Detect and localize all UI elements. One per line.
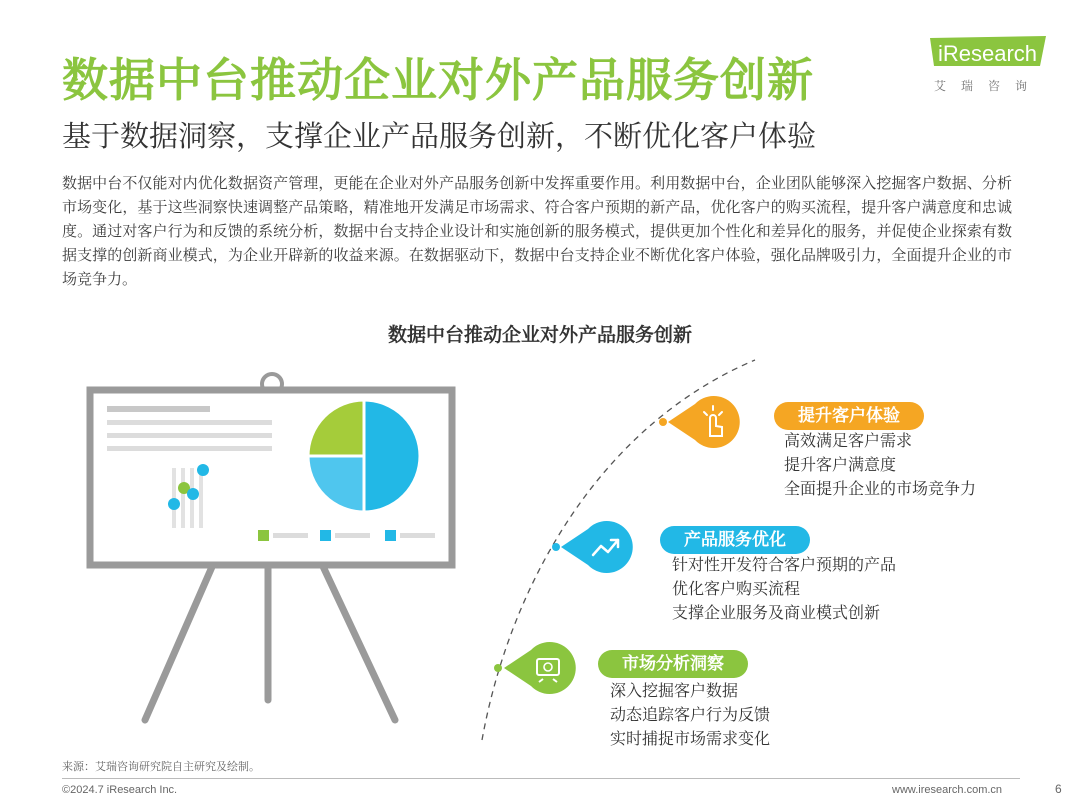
diagram-title: 数据中台推动企业对外产品服务创新 (387, 325, 692, 346)
stage-items-optimize (672, 554, 896, 626)
trend-up-icon (561, 521, 633, 573)
stage-dot-insight (494, 664, 502, 672)
stage-items-insight (610, 680, 770, 752)
copyright: ©2024.7 iResearch Inc. (62, 784, 178, 796)
list-item: 高效满足客户需求 (784, 433, 913, 450)
easel-leg-right (320, 560, 395, 720)
website-link[interactable]: www.iresearch.com.cn (892, 784, 1003, 796)
stage-label-insight: 市场分析洞察 (598, 650, 748, 678)
page-title: 数据中台推动企业对外产品服务创新 (62, 54, 814, 106)
list-item: 提升客户满意度 (784, 457, 897, 474)
easel-leg-left (145, 560, 215, 720)
stage-dot-optimize (552, 543, 560, 551)
list-item: 全面提升企业的市场竞争力 (784, 481, 977, 498)
list-item: 动态追踪客户行为反馈 (610, 707, 771, 724)
stage-label-experience: 提升客户体验 (774, 402, 924, 430)
easel-board-illustration (80, 370, 480, 725)
stage-items-experience (784, 430, 976, 502)
stage-label-optimize: 产品服务优化 (660, 526, 810, 554)
logo-chinese: 艾瑞咨询 (934, 79, 1043, 93)
list-item: 深入挖掘客户数据 (610, 683, 739, 700)
list-item: 支撑企业服务及商业模式创新 (672, 605, 881, 622)
stage-dot-experience (659, 418, 667, 426)
page-number: 6 (1055, 782, 1062, 796)
list-item: 针对性开发符合客户预期的产品 (672, 557, 897, 574)
page-subtitle: 基于数据洞察，支撑企业产品服务创新，不断优化客户体验 (62, 121, 817, 153)
source-note: 来源：艾瑞咨询研究院自主研究及绘制。 (62, 761, 260, 773)
intro-paragraph: 数据中台不仅能对内优化数据资产管理，更能在企业对外产品服务创新中发挥重要作用。利用数据中台，企业团队能够深入挖掘客户数据、分析市场变化，基于这些洞察快速调整产品策略，精准地开发满足市场需求、符合客户预期的新产品，优化客户的购买流程，提升客户满意度和忠诚度。通过对客户行为和反馈的系统分析，数据中台支持企业设计和实施创新的服务模式，提供更加个性化和差异化的服务，并促使企业探索有数据支撑的创新商业模式，为企业开辟新的收益来源。在数据驱动下，数据中台支持企业不断优化客户体验，强化品牌吸引力，全面提升企业的市场竞争力。 (62, 175, 1012, 288)
footer-divider (62, 778, 1020, 779)
monitor-chart-icon (504, 642, 576, 694)
logo-brand: iResearch (938, 41, 1038, 66)
pie-chart-icon (308, 400, 420, 512)
iresearch-logo (930, 36, 1048, 96)
list-item: 优化客户购买流程 (672, 581, 801, 598)
list-item: 实时捕捉市场需求变化 (610, 731, 771, 748)
tap-hand-icon (668, 396, 740, 448)
